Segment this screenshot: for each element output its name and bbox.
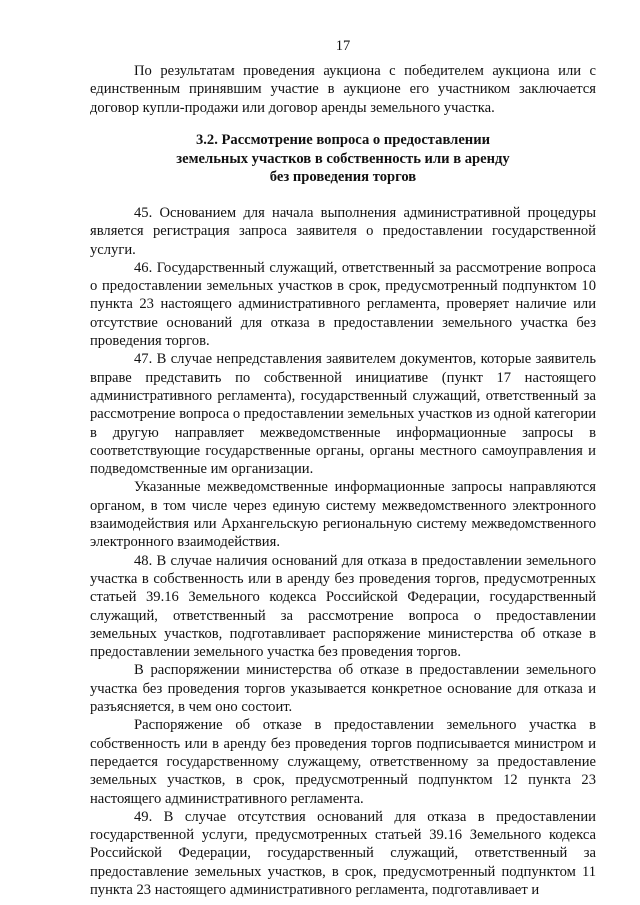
paragraph-46: 46. Государственный служащий, ответственный за рассмотрение вопроса о предоставлении земельных участков в срок, предусмотренный подпунктом 10 пункта 23 настоящего административного регламента, проверяет наличие или отсутствие оснований для отказа в предоставлении земельного участка без проведения торгов. xyxy=(90,259,596,350)
section-heading-line-3: без проведения торгов xyxy=(269,169,417,186)
intro-section xyxy=(90,62,596,117)
paragraph-48: 48. В случае наличия оснований для отказа в предоставлении земельного участка в собственность или в аренду без проведения торгов, предусмотренных статьей 39.16 Земельного кодекса Российской Федерации, государственный служащий, ответственный за рассмотрение вопроса о предоставлении земельных участков, подготавливает распоряжение министерства об отказе в предоставлении земельного участка без проведения торгов. xyxy=(90,552,596,661)
paragraph-48-refusal-reason: В распоряжении министерства об отказе в предоставлении земельного участка без проведения торгов указывается конкретное основание для отказа и разъясняется, в чем оно состоит. xyxy=(90,662,596,716)
paragraph-48-refusal-order: Распоряжение об отказе в предоставлении земельного участка в собственность или в аренду без проведения торгов подписывается министром и передается государственному служащему, ответственному за предоставление земельных участков, в срок, предусмотренный подпунктом 12 пункта 23 настоящего административного регламента. xyxy=(90,717,596,807)
section-heading-line-2: земельных участков в собственность или в аренду xyxy=(176,150,510,167)
section-body xyxy=(90,204,596,899)
page-number: 17 xyxy=(335,38,351,54)
paragraph-45: 45. Основанием для начала выполнения административной процедуры является регистрация запроса заявителя о предоставлении государственной услуги. xyxy=(90,205,596,258)
section-heading xyxy=(90,131,596,187)
section-heading-line-1: 3.2. Рассмотрение вопроса о предоставлении xyxy=(195,132,491,148)
paragraph-49: 49. В случае отсутствия оснований для отказа в предоставлении государственной услуги, предусмотренных статьей 39.16 Земельного кодекса Российской Федерации, государственный служащий, ответственный за предоставление земельных участков, в срок, предусмотренный подпунктом 11 пункта 23 настоящего административного регламента, подготавливает и xyxy=(90,808,596,898)
paragraph-47: 47. В случае непредставления заявителем документов, которые заявитель вправе представить по собственной инициативе (пункт 17 настоящего административного регламента), государственный служащий, ответственный за рассмотрение вопроса о предоставлении земельных участков из одной категории в другую направляет межведомственные информационные запросы в соответствующие государственные органы, органы местного самоуправления и подведомственные им организации. xyxy=(90,351,596,478)
paragraph-47-requests: Указанные межведомственные информационные запросы направляются органом, в том числе через единую систему межведомственного электронного взаимодействия или Архангельскую региональную систему межведомственного электронного взаимодействия. xyxy=(90,479,596,551)
intro-paragraph: По результатам проведения аукциона с победителем аукциона или с единственным принявшим участие в аукционе его участником заключается договор купли-продажи или договор аренды земельного участка. xyxy=(90,63,596,116)
